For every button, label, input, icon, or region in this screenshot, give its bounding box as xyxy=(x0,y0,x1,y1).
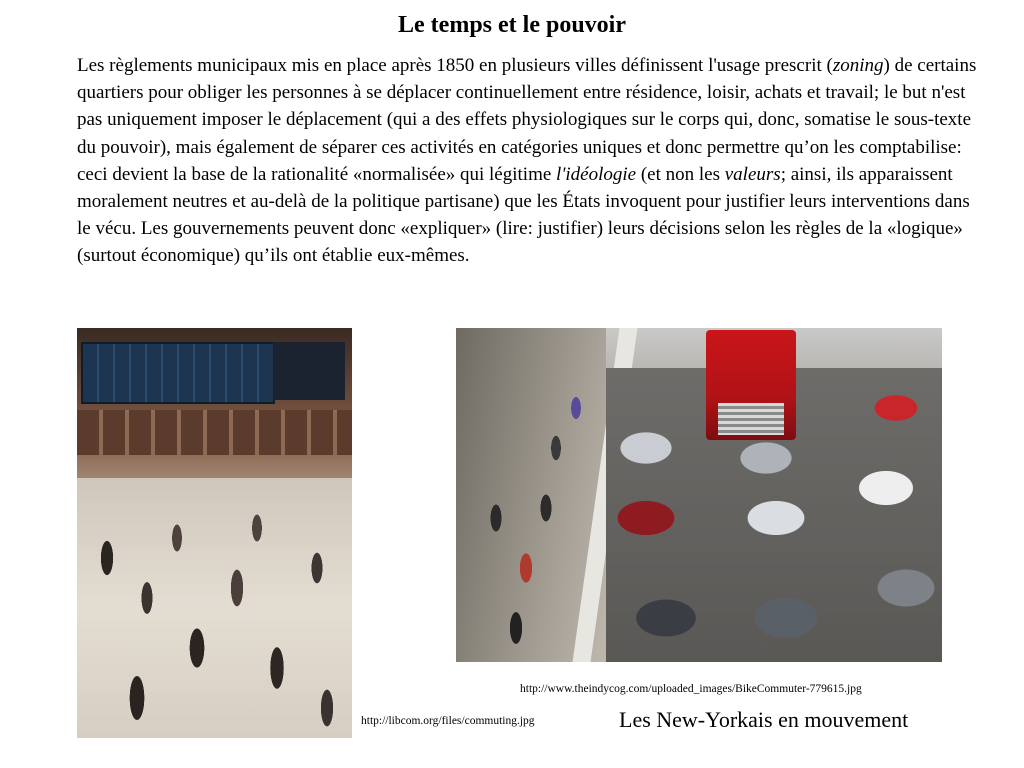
slide-title: Le temps et le pouvoir xyxy=(398,12,626,38)
bike-commuter-traffic-photo xyxy=(456,328,942,662)
body-text-part-4: ; ainsi, ils apparaissent moralement neutres et au-delà de la politique partisane) que les États invoquent pour justifier leurs interventions dans le vécu. Les gouvernements peuvent donc «expliquer» (lire: justifier) leurs décisions selon les règles de la «logique» (surtout économique) qu’ils ont établie eux-mêmes. xyxy=(77,163,970,267)
station-crowd-photo xyxy=(77,328,352,738)
body-emphasis-valeurs: valeurs xyxy=(724,163,781,185)
body-text-part-1: Les règlements municipaux mis en place après 1850 en plusieurs villes définissent l'usage prescrit ( xyxy=(77,55,833,76)
body-emphasis-ideologie: l'idéologie xyxy=(556,163,637,185)
departure-board xyxy=(81,342,275,404)
body-emphasis-zoning: zoning xyxy=(832,55,884,76)
cyclists-group xyxy=(476,388,586,658)
truck-grill xyxy=(718,403,784,435)
blurred-crowd xyxy=(77,478,352,738)
body-text-part-3: (et non les xyxy=(636,163,725,185)
body-text-part-2: ) de certains quartiers pour obliger les personnes à se déplacer continuellement entre résidence, loisir, achats et travail; le but n'est pas uniquement imposer le déplacement (qui a des effets physiologiques sur le corps qui, donc, somatise le sous-texte du pouvoir), mais également de séparer ces activités en catégories uniques et donc permettre qu’on les comptabilise: ceci devient la base de la rationalité «normalisée» qui légitime xyxy=(77,55,977,185)
photo-caption: Les New-Yorkais en mouvement xyxy=(619,707,909,732)
station-arches xyxy=(77,410,352,455)
traffic-photo-source: http://www.theindycog.com/uploaded_images/BikeCommuter-779615.jpg xyxy=(520,683,862,695)
station-clock-panel xyxy=(273,342,345,400)
station-photo-source: http://libcom.org/files/commuting.jpg xyxy=(361,715,535,727)
body-paragraph xyxy=(77,52,977,270)
